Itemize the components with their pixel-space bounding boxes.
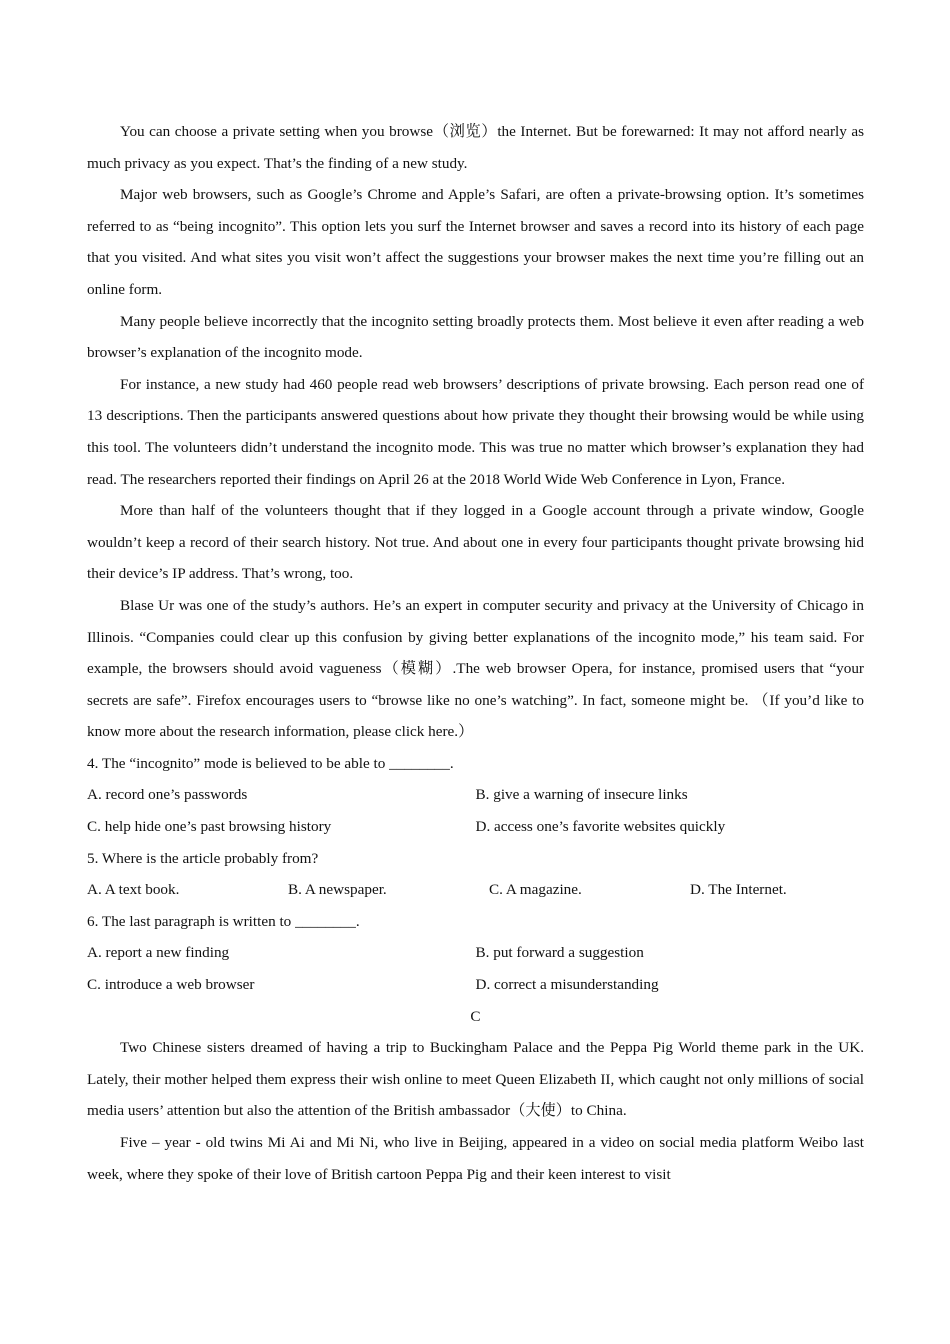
passage-b-paragraph-2: Major web browsers, such as Google’s Chrome and Apple’s Safari, are often a private-browsing option. It’s sometimes referred to as “being incognito”. This option lets you surf the Internet browser and saves a record into its history of each page that you visited. And what sites you visit won’t affect the suggestions your browser makes the next time you’re filling out an online form. xyxy=(87,186,864,298)
question-6-stem: 6. The last paragraph is written to ________. xyxy=(87,912,360,930)
question-6-option-b: B. put forward a suggestion xyxy=(475,944,644,962)
question-5-stem: 5. Where is the article probably from? xyxy=(87,849,319,867)
passage-c-paragraph-2: Five – year - old twins Mi Ai and Mi Ni, who live in Beijing, appeared in a video on social media platform Weibo last week, where they spoke of their love of British cartoon Peppa Pig and their keen interest to visit xyxy=(87,1134,864,1183)
document-body xyxy=(87,116,864,1190)
question-4-option-a: A. record one’s passwords xyxy=(87,786,248,804)
question-4-options-row-2 xyxy=(87,811,864,843)
question-6-option-d: D. correct a misunderstanding xyxy=(475,976,659,994)
question-6-option-a: A. report a new finding xyxy=(87,944,230,962)
question-5-options-row xyxy=(87,874,864,906)
passage-c-paragraph-1: Two Chinese sisters dreamed of having a trip to Buckingham Palace and the Peppa Pig World theme park in the UK. Lately, their mother helped them express their wish online to meet Queen Elizabeth II, which caught not only millions of social media users’ attention but also the attention of the British ambassador（大使）to China. xyxy=(87,1039,864,1120)
question-5-option-a: A. A text book. xyxy=(87,881,180,899)
question-6-options-row-2 xyxy=(87,969,864,1001)
question-4-option-d: D. access one’s favorite websites quickly xyxy=(475,818,726,836)
question-6-options-row-1 xyxy=(87,937,864,969)
passage-b-paragraph-1: You can choose a private setting when you browse（浏览）the Internet. But be forewarned: It may not afford nearly as much privacy as you expect. That’s the finding of a new study. xyxy=(87,123,864,172)
question-4-options-row-1 xyxy=(87,779,864,811)
question-4-stem: 4. The “incognito” mode is believed to be able to ________. xyxy=(87,754,454,772)
question-5-option-b: B. A newspaper. xyxy=(288,881,387,899)
question-6-option-c: C. introduce a web browser xyxy=(87,976,255,994)
passage-b-paragraph-6: Blase Ur was one of the study’s authors. He’s an expert in computer security and privacy at the University of Chicago in Illinois. “Companies could clear up this confusion by giving better explanations of the incognito mode,” his team said. For example, the browsers should avoid vagueness（模糊）.The web browser Opera, for instance, promised users that “your secrets are safe”. Firefox encourages users to “browse like no one’s watching”. In fact, someone might be. （If you’d like to know more about the research information, please click here.） xyxy=(87,596,864,741)
passage-c-heading: C xyxy=(470,1007,481,1025)
question-5-option-c: C. A magazine. xyxy=(489,881,582,899)
passage-b-paragraph-5: More than half of the volunteers thought that if they logged in a Google account through a private window, Google wouldn’t keep a record of their search history. Not true. And about one in every four participants thought private browsing hid their device’s IP address. That’s wrong, too. xyxy=(87,502,864,583)
question-4-option-c: C. help hide one’s past browsing history xyxy=(87,818,332,836)
passage-b-paragraph-3: Many people believe incorrectly that the incognito setting broadly protects them. Most believe it even after reading a web browser’s explanation of the incognito mode. xyxy=(87,312,864,362)
question-5-option-d: D. The Internet. xyxy=(690,881,787,899)
question-4-option-b: B. give a warning of insecure links xyxy=(475,786,688,804)
passage-b-paragraph-4: For instance, a new study had 460 people read web browsers’ descriptions of private browsing. Each person read one of 13 descriptions. Then the participants answered questions about how private they thought their browsing would be while using this tool. The volunteers didn’t understand the incognito mode. This was true no matter which browser’s explanation they had read. The researchers reported their findings on April 26 at the 2018 World Wide Web Conference in Lyon, France. xyxy=(87,375,864,488)
